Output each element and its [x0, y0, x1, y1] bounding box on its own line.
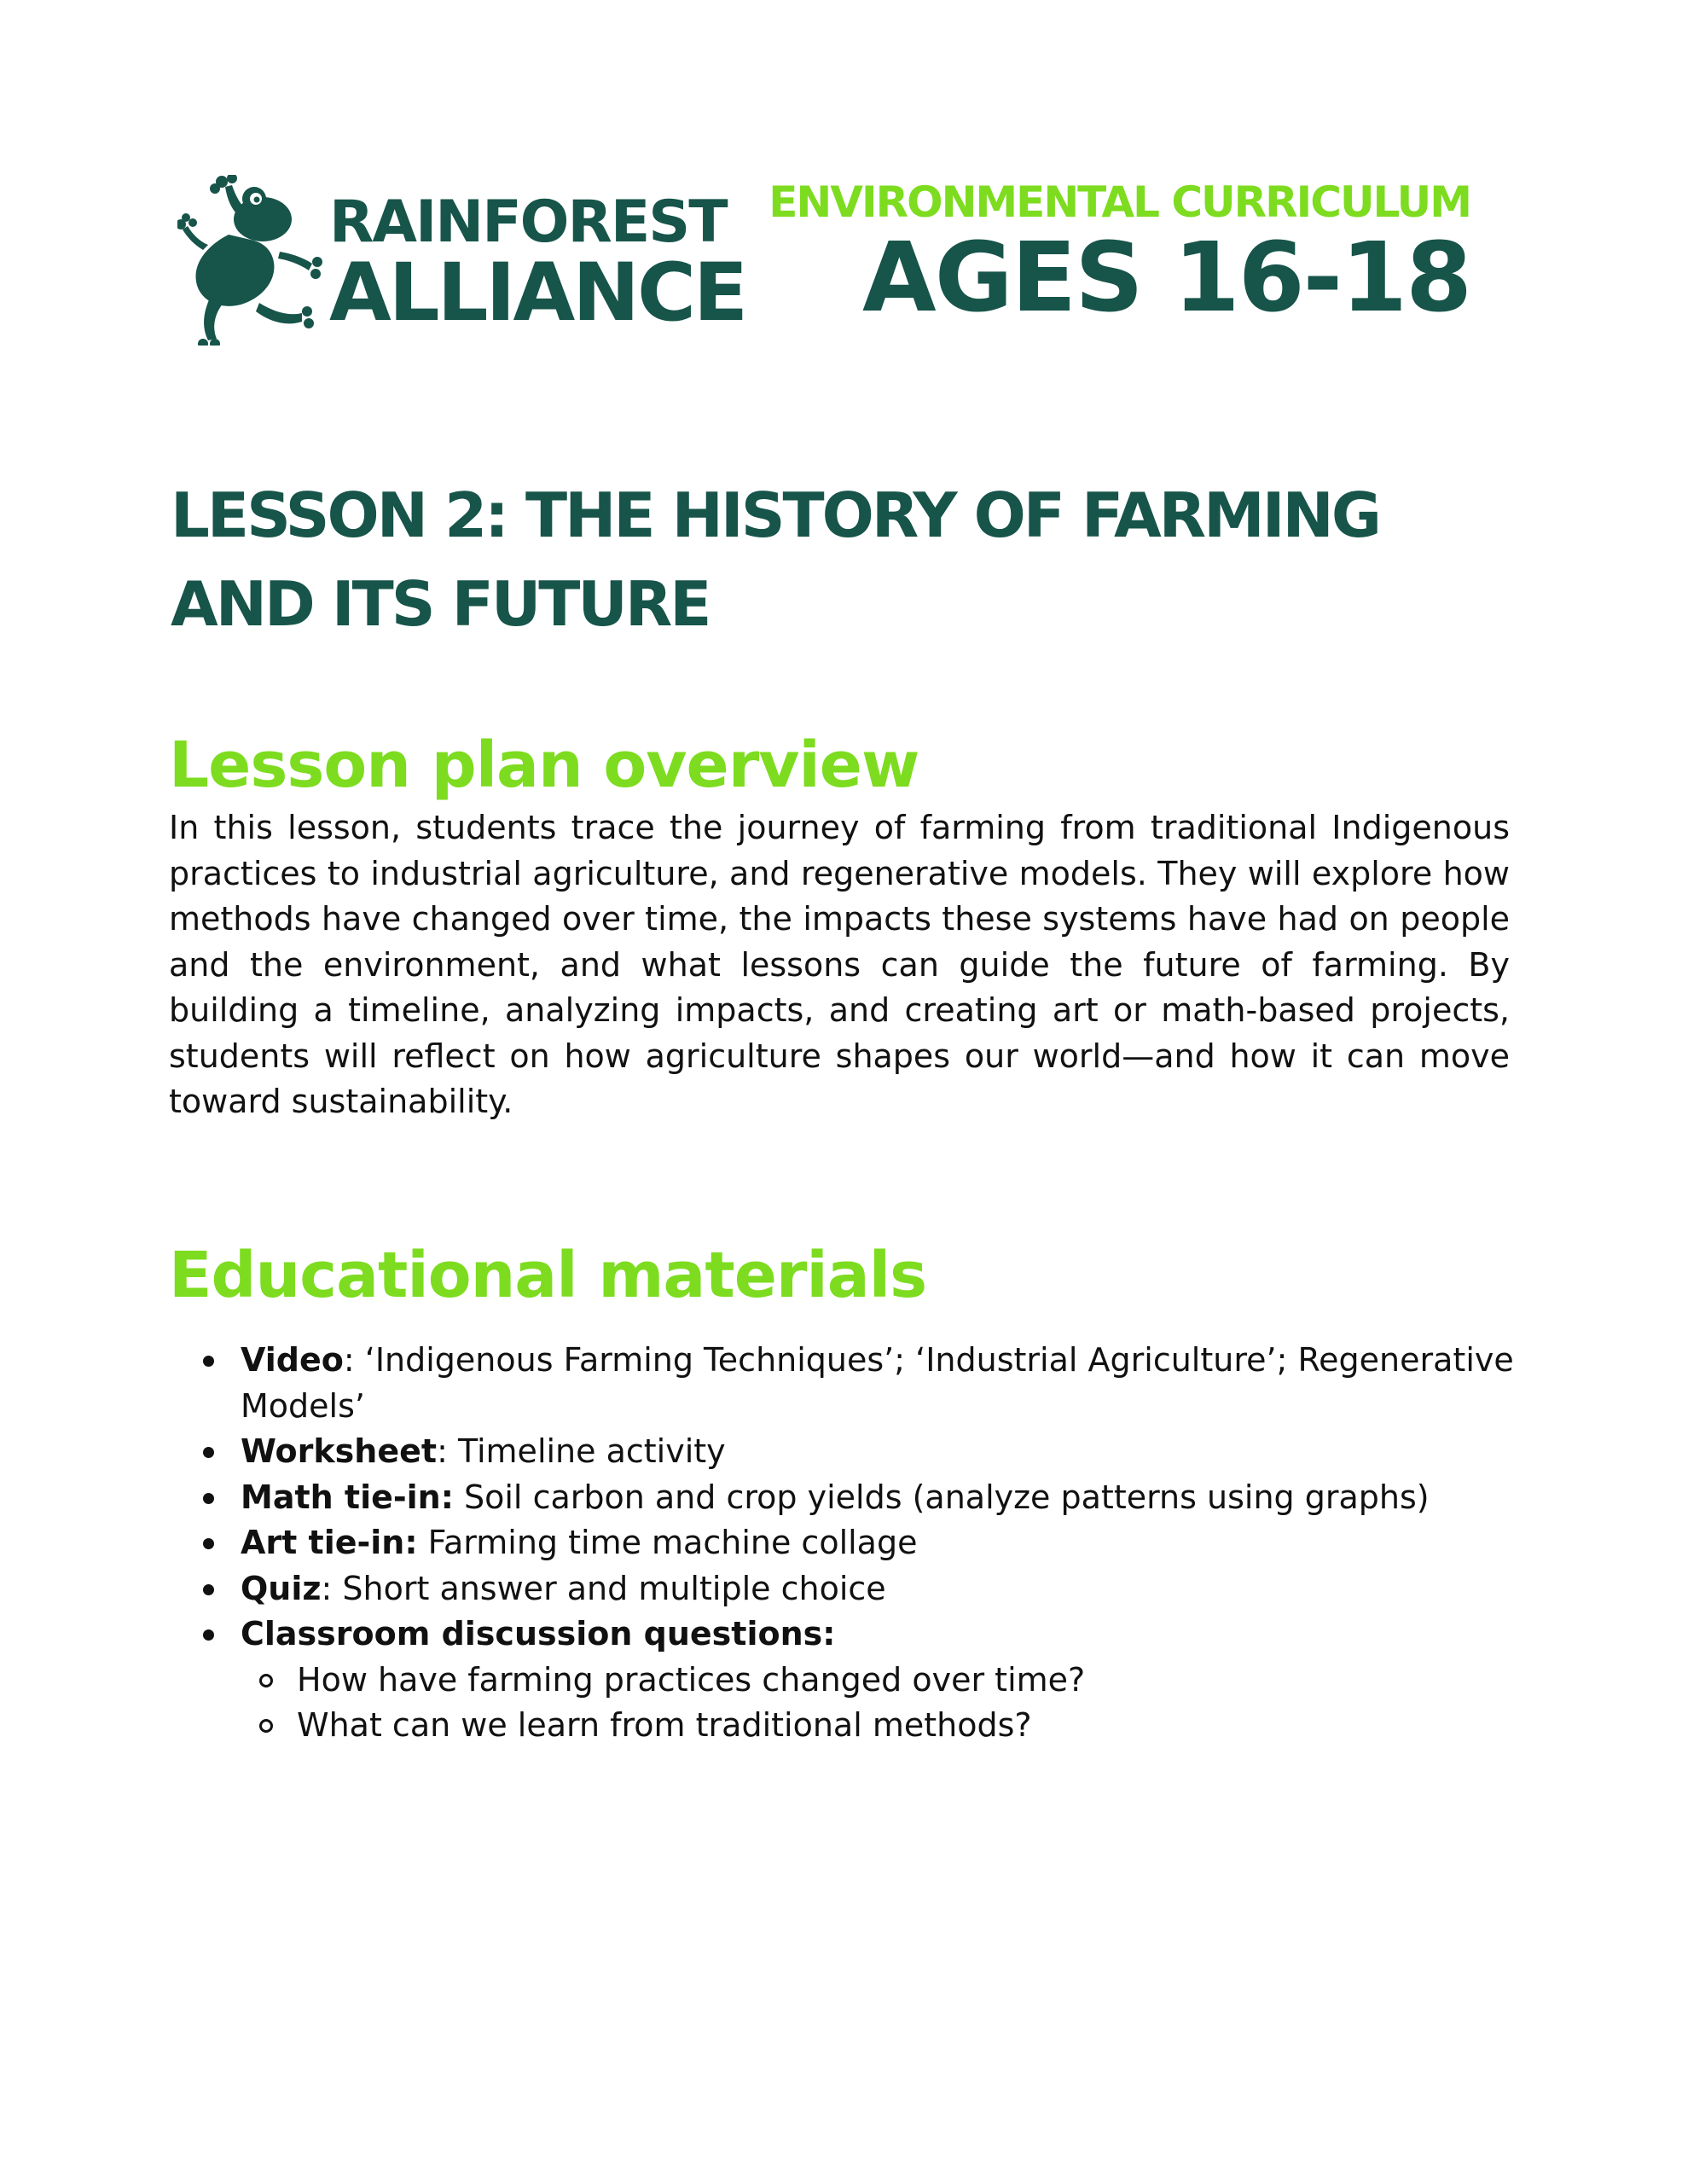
list-item-worksheet [169, 1429, 1534, 1475]
curriculum-badge [768, 177, 1470, 334]
bullet-icon [203, 1629, 214, 1641]
item-label: Video [241, 1341, 344, 1379]
item-label: Quiz [241, 1569, 322, 1607]
item-text: : Timeline activity [437, 1432, 726, 1470]
discussion-question [241, 1658, 1534, 1704]
materials-list [169, 1338, 1534, 1749]
brand-name-line2: ALLIANCE [329, 247, 746, 340]
curriculum-kicker: ENVIRONMENTAL CURRICULUM [768, 177, 1470, 227]
bullet-icon [203, 1356, 214, 1367]
materials-heading: Educational materials [169, 1239, 927, 1312]
item-label: Art tie-in: [241, 1524, 418, 1561]
list-item-quiz [169, 1566, 1534, 1612]
question-text: How have farming practices changed over time? [297, 1660, 1086, 1699]
overview-paragraph: In this lesson, students trace the journey of farming from traditional Indigenous practices to industrial agriculture, and regenerative models. They will explore how methods have changed over time, the impacts these systems have had on people and the environment, and what lessons can guide the future of farming. By building a timeline, analyzing impacts, and creating art or math-based projects, students will reflect on how agriculture shapes our world—and how it can move toward sustainability. [169, 809, 1510, 1120]
discussion-questions [241, 1658, 1534, 1749]
item-text: : Short answer and multiple choice [321, 1569, 886, 1607]
list-item-math [169, 1475, 1534, 1521]
item-text: Soil carbon and crop yields (analyze patterns using graphs) [453, 1478, 1430, 1516]
item-label: Classroom discussion questions: [241, 1615, 836, 1653]
bullet-icon [203, 1538, 214, 1549]
list-item-discussion [169, 1612, 1534, 1749]
overview-heading: Lesson plan overview [169, 729, 919, 802]
age-range: AGES 16-18 [862, 223, 1470, 334]
bullet-icon [203, 1493, 214, 1504]
list-item-video [169, 1338, 1534, 1429]
discussion-question [241, 1703, 1534, 1749]
item-text: : ‘Indigenous Farming Techniques’; ‘Industrial Agriculture’; Regenerative Models’ [241, 1341, 1514, 1425]
item-text: Farming time machine collage [417, 1524, 918, 1561]
bullet-icon [203, 1584, 214, 1595]
bullet-icon [203, 1447, 214, 1458]
list-item-art [169, 1520, 1534, 1566]
rainforest-alliance-logo [177, 175, 746, 346]
circle-bullet-icon [259, 1674, 273, 1687]
brand-name-line1: RAINFOREST [329, 189, 727, 256]
lesson-title: LESSON 2: THE HISTORY OF FARMING AND ITS FUTURE [171, 479, 1379, 640]
circle-bullet-icon [259, 1719, 273, 1733]
item-label: Math tie-in: [241, 1478, 454, 1516]
item-label: Worksheet [241, 1432, 438, 1470]
frog-icon [177, 175, 322, 346]
question-text: What can we learn from traditional methods? [297, 1706, 1032, 1744]
